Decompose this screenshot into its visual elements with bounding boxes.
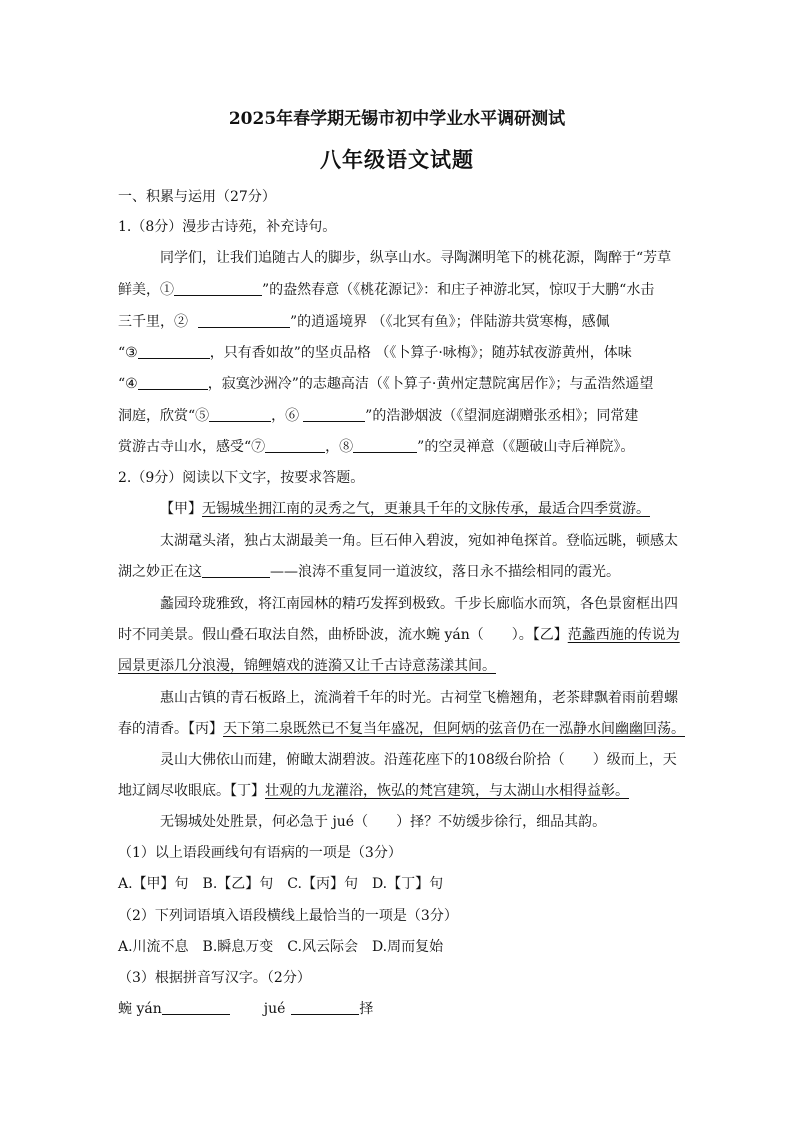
subquestion-3: （3）根据拼音写汉字。（2分） xyxy=(118,970,311,986)
section-heading: 一、积累与运用（27分） xyxy=(118,189,276,205)
passage-para-1-line-2: 湖之妙正在这 ——浪涛不重复同一道波纹，落日永不描绘相同的霞光。 xyxy=(118,561,678,583)
blank-2[interactable] xyxy=(198,311,290,328)
passage-para-5: 无锡城处处胜景，何必急于 jué（ ）择？不妨缓步徐行，细品其韵。 xyxy=(160,814,607,830)
passage-para-2-line-3: 园景更添几分浪漫，锦鲤嬉戏的涟漪又让千古诗意荡漾其间。 xyxy=(118,658,496,674)
passage-para-1-line-1: 太湖鼋头渚，独占太湖最美一角。巨石伸入碧波，宛如神龟探首。登临远眺，顿感太 xyxy=(160,533,678,549)
subquestion-3-answers: 蜿 yán jué 择 xyxy=(118,998,678,1020)
passage-para-4-line-2: 地辽阔尽收眼底。【丁】壮观的九龙灌浴，恢弘的梵宫建筑，与太湖山水相得益彰。 xyxy=(118,783,629,799)
q1-line-4: “③ ，只有香如故”的坚贞品格 （《卜算子·咏梅》；随苏轼夜游黄州，体味 xyxy=(118,342,678,364)
exam-title: 2025年春学期无锡市初中学业水平调研测试 xyxy=(228,109,566,129)
blank-5[interactable] xyxy=(209,405,271,422)
exam-subtitle: 八年级语文试题 xyxy=(320,147,474,172)
blank-1[interactable] xyxy=(174,279,262,296)
passage-para-3-line-2: 春的清香。【丙】天下第二泉既然已不复当年盛况，但阿炳的弦音仍在一泓静水间幽幽回荡。 xyxy=(118,721,685,737)
q1-line-3: 三千里，② ”的逍遥境界 （《北冥有鱼》；伴陆游共赏寒梅，感佩 xyxy=(118,311,678,333)
q1-line-1: 同学们，让我们追随古人的脚步，纵享山水。寻陶渊明笔下的桃花源，陶醉于“芳草 xyxy=(160,250,672,266)
passage-para-2-line-1: 蠡园玲珑雅致，将江南园林的精巧发挥到极致。千步长廊临水而筑，各色景窗框出四 xyxy=(160,596,678,612)
question-2-heading: 2.（9分）阅读以下文字，按要求答题。 xyxy=(118,470,365,486)
blank-passage[interactable] xyxy=(202,561,270,578)
sentence-jia: 【甲】无锡城坐拥江南的灵秀之气，更兼具千年的文脉传承，最适合四季赏游。 xyxy=(160,501,650,517)
passage-para-3-line-1: 惠山古镇的青石板路上，流淌着千年的时光。古祠堂飞檐翘角，老茶肆飘着雨前碧螺 xyxy=(160,690,678,706)
q1-line-2: 鲜美，① ”的盎然春意（《桃花源记》：和庄子神游北冥，惊叹于大鹏“水击 xyxy=(118,279,678,301)
passage-para-4-line-1: 灵山大佛依山而建，俯瞰太湖碧波。沿莲花座下的108级台阶拾（ ）级而上，天 xyxy=(160,752,677,768)
subquestion-2: （2）下列词语填入语段横线上最恰当的一项是（3分） xyxy=(118,908,458,924)
question-1-heading: 1.（8分）漫步古诗苑，补充诗句。 xyxy=(118,219,337,235)
blank-3[interactable] xyxy=(138,342,210,359)
answer-blank-jue[interactable] xyxy=(291,998,359,1015)
q1-line-6: 洞庭，欣赏“⑤ ，⑥ ”的浩渺烟波（《望洞庭湖赠张丞相》；同常建 xyxy=(118,405,678,427)
blank-7[interactable] xyxy=(265,436,325,453)
subquestion-2-options[interactable]: A.川流不息 B.瞬息万变 C.风云际会 D.周而复始 xyxy=(118,939,444,955)
subquestion-1-options[interactable]: A.【甲】句 B.【乙】句 C.【丙】句 D.【丁】句 xyxy=(118,876,444,892)
subquestion-1: （1）以上语段画线句有语病的一项是（3分） xyxy=(118,845,402,861)
passage-para-2-line-2: 时不同美景。假山叠石取法自然，曲桥卧波，流水蜿 yán（ ）。【乙】范蠡西施的传说为 xyxy=(118,627,680,643)
answer-blank-yan[interactable] xyxy=(162,998,230,1015)
q1-line-5: “④ ，寂寞沙洲冷”的志趣高洁（《卜算子·黄州定慧院寓居作》；与孟浩然遥望 xyxy=(118,373,678,395)
q1-line-7: 赏游古寺山水，感受“⑦ ，⑧ ”的空灵禅意（《题破山寺后禅院》。 xyxy=(118,436,678,458)
blank-4[interactable] xyxy=(138,373,208,390)
blank-8[interactable] xyxy=(353,436,417,453)
blank-6[interactable] xyxy=(303,405,365,422)
